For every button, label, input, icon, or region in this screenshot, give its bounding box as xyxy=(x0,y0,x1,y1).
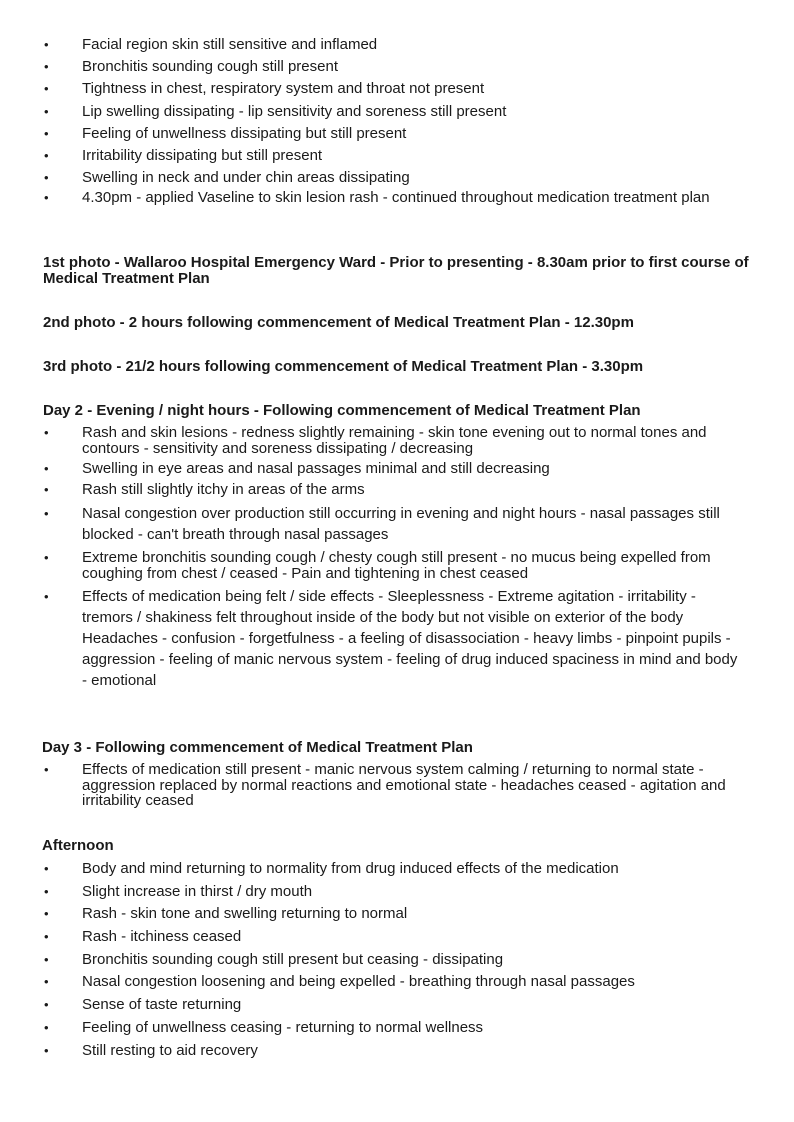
list-item: • Rash still slightly itchy in areas of the arms xyxy=(44,482,744,498)
list-item: • Sense of taste returning xyxy=(44,996,744,1013)
day-2-heading: Day 2 - Evening / night hours - Following commencement of Medical Treatment Plan xyxy=(43,402,641,419)
list-item: • Tightness in chest, respiratory system and throat not present xyxy=(44,80,744,97)
list-item: • Feeling of unwellness ceasing - returning to normal wellness xyxy=(44,1019,744,1036)
list-item: • Swelling in eye areas and nasal passages minimal and still decreasing xyxy=(44,461,744,477)
day-3-heading: Day 3 - Following commencement of Medical Treatment Plan xyxy=(42,739,473,756)
afternoon-list xyxy=(44,860,744,1064)
list-item: • Rash - skin tone and swelling returning to normal xyxy=(44,905,744,922)
list-item: • Lip swelling dissipating - lip sensitivity and soreness still present xyxy=(44,103,744,120)
list-item: • Feeling of unwellness dissipating but still present xyxy=(44,125,744,142)
list-item: • Body and mind returning to normality from drug induced effects of the medication xyxy=(44,860,744,877)
day-2-list xyxy=(44,425,744,696)
list-item: • Extreme bronchitis sounding cough / chesty cough still present - no mucus being expelled from coughing from chest / ceased - Pain and tightening in chest ceased xyxy=(44,550,744,581)
afternoon-heading: Afternoon xyxy=(42,837,114,854)
list-item: • Irritability dissipating but still present xyxy=(44,147,744,164)
list-item: • Facial region skin still sensitive and inflamed xyxy=(44,36,744,53)
list-item: • Nasal congestion over production still occurring in evening and night hours - nasal passages still blocked - can't breath through nasal passages xyxy=(44,503,744,545)
photo-3-caption: 3rd photo - 21/2 hours following commencement of Medical Treatment Plan - 3.30pm xyxy=(43,358,644,375)
list-item: • Still resting to aid recovery xyxy=(44,1042,744,1059)
list-item: • Swelling in neck and under chin areas dissipating xyxy=(44,169,744,186)
symptom-list-top xyxy=(44,36,744,211)
list-item: • Bronchitis sounding cough still present xyxy=(44,58,744,75)
list-item: • Effects of medication being felt / side effects - Sleeplessness - Extreme agitation - irritability - tremors / shakiness felt throughout inside of the body but not visible on exterior of the body Headaches - confusion - forgetfulness - a feeling of disassociation - heavy limbs - pinpoint pupils - aggression - feeling of manic nervous system - feeling of drug induced spaciness in mind and body - emotional xyxy=(44,586,744,691)
list-item: • Nasal congestion loosening and being expelled - breathing through nasal passages xyxy=(44,973,744,990)
day-3-list xyxy=(44,762,744,809)
list-item: • 4.30pm - applied Vaseline to skin lesion rash - continued throughout medication treatment plan xyxy=(44,191,744,205)
photo-2-caption: 2nd photo - 2 hours following commencement of Medical Treatment Plan - 12.30pm xyxy=(43,314,634,331)
list-item: • Rash and skin lesions - redness slightly remaining - skin tone evening out to normal tones and contours - sensitivity and soreness dissipating / decreasing xyxy=(44,425,744,456)
list-item: • Slight increase in thirst / dry mouth xyxy=(44,883,744,900)
list-item: • Bronchitis sounding cough still present but ceasing - dissipating xyxy=(44,951,744,968)
list-item: • Effects of medication still present - manic nervous system calming / returning to normal state - aggression replaced by normal reactions and emotional state - headaches ceased - agitation and irritability ceased xyxy=(44,762,744,809)
list-item: • Rash - itchiness ceased xyxy=(44,928,744,945)
photo-1-caption: 1st photo - Wallaroo Hospital Emergency Ward - Prior to presenting - 8.30am prior to first course of Medical Treatment Plan xyxy=(43,254,749,287)
